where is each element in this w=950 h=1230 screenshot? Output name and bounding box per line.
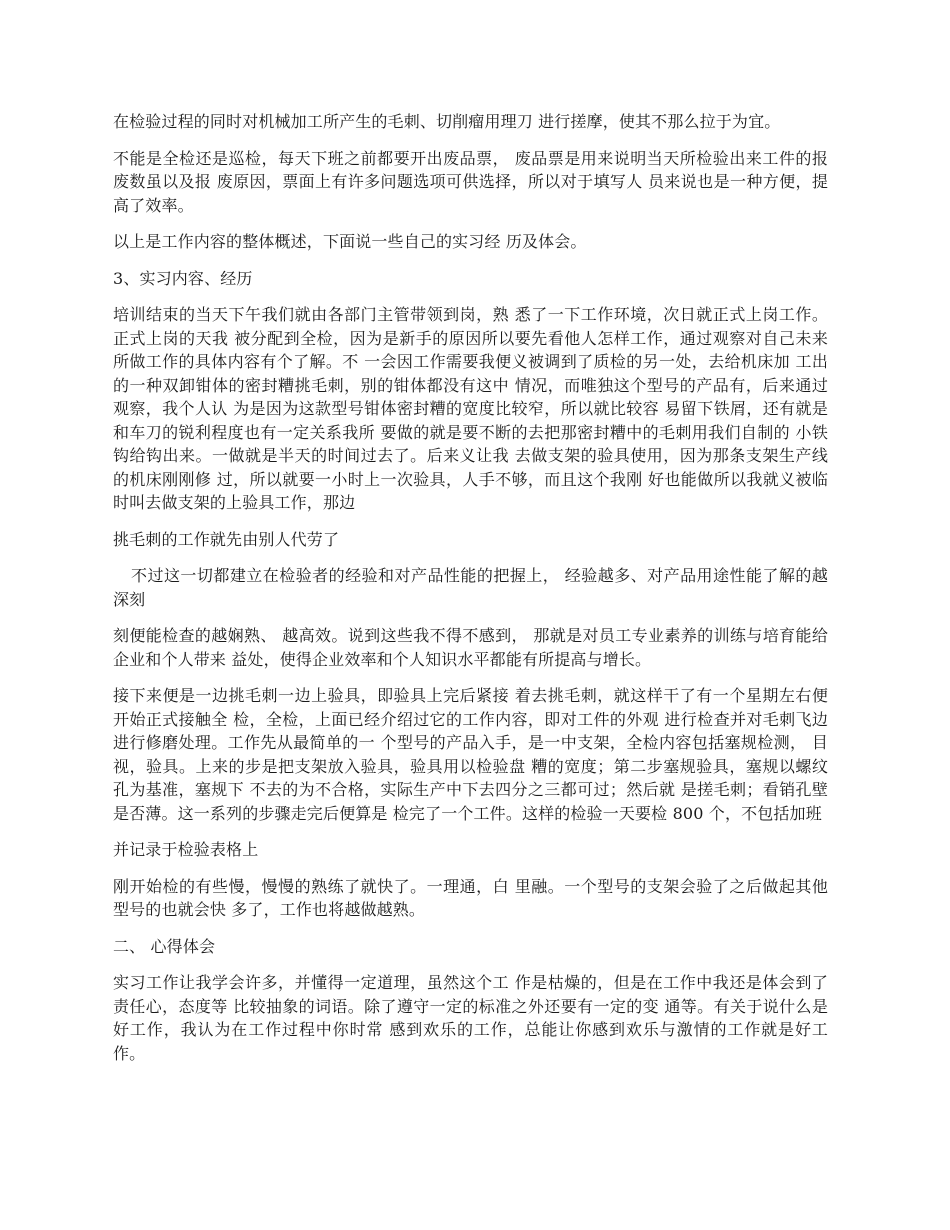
section-heading-reflection: 二、 心得体会 [113,936,216,956]
paragraph-summary: 以上是工作内容的整体概述，下面说一些自己的实习经 历及体会。 [113,232,587,251]
paragraph-record: 并记录于检验表格上 [113,840,259,859]
paragraph-scrap-ticket: 不能是全检还是巡检，每天下班之前都要开出废品票， 废品票是用来说明当天所检验出来工件的报废数虽以及报 废原因，票面上有许多问题选项可供选择，所以对于填写人 员来说也是一种方便，提高了效率。 [113,148,828,215]
paragraph-deburring: 在检验过程的同时对机械加工所产生的毛刺、切削瘤用理刀 进行搓摩，使其不那么拉于为宜。 [113,112,781,131]
section-heading-internship: 3、实习内容、经历 [113,268,253,288]
paragraph-full-inspection: 接下来便是一边挑毛刺一边上验具，即验具上完后紧接 着去挑毛刺，就这样干了有一个星期左右便开始正式接触全 检，全检，上面已经介绍过它的工作内容，即对工件的外观 进行检查并对毛刺飞边进行修磨处理。工作先从最简单的一 个型号的产品入手，是一中支架，全检内容包括塞规检测， 目视，验具。上来的步是把支架放入验具，验具用以检验盘 糟的宽度；第二步塞规验具，塞规以螺纹孔为基准，塞规下 不去的为不合格，实际生产中下去四分之三都可过；然后就 是搓毛刺；看销孔壁是否薄。这一系列的步骤走完后便算是 检完了一个工件。这样的检验一天要检 800 个，不包括加班 [113,686,828,823]
document-page [113,110,828,1078]
paragraph-proficiency: 刻便能检查的越娴熟、 越高效。说到这些我不得不感到， 那就是对员工专业素养的训练与培育能给企业和个人带来 益处，使得企业效率和个人知识水平都能有所提高与增长。 [113,626,828,669]
paragraph-handover: 挑毛刺的工作就先由别人代劳了 [113,529,340,549]
paragraph-speed: 刚开始检的有些慢，慢慢的熟练了就快了。一理通，白 里融。一个型号的支架会验了之后做起其他型号的也就会快 多了，工作也将越做越熟。 [113,876,828,919]
paragraph-training: 培训结束的当天下午我们就由各部门主管带领到岗，熟 悉了一下工作环境，次日就正式上岗工作。正式上岗的天我 被分配到全检，因为是新手的原因所以要先看他人怎样工作，通过观察对自己未来所做工作的具体内容有个了解。不 一会因工作需要我便义被调到了质检的另一处，去给机床加 工出的一种双卸钳体的密封糟挑毛刺，别的钳体都没有这中 情况，而唯独这个型号的产品有，后来通过观察，我个人认 为是因为这款型号钳体密封糟的宽度比较窄，所以就比较容 易留下铁屑，还有就是和车刀的锐利程度也有一定关系我所 要做的就是要不断的去把那密封糟中的毛刺用我们自制的 小铁钩给钩出来。一做就是半天的时间过去了。后来义让我 去做支架的验具使用，因为那条支架生产线的机床刚刚修 过，所以就要一小时上一次验具，人手不够，而且这个我刚 好也能做所以我就义被临时叫去做支架的上验具工作，那边 [113,305,828,512]
paragraph-experience: 不过这一切都建立在检验者的经验和对产品性能的把握上， 经验越多、对产品用途性能了解的越深刻 [113,566,828,609]
paragraph-reflection: 实习工作让我学会许多，并懂得一定道理，虽然这个工 作是枯燥的，但是在工作中我还是体会到了责任心，态度等 比较抽象的词语。除了遵守一定的标准之外还要有一定的变 通等。有关于说什么是好工作，我认为在工作过程中你时常 感到欢乐的工作，总能让你感到欢乐与激情的工作就是好工 作。 [113,973,828,1063]
